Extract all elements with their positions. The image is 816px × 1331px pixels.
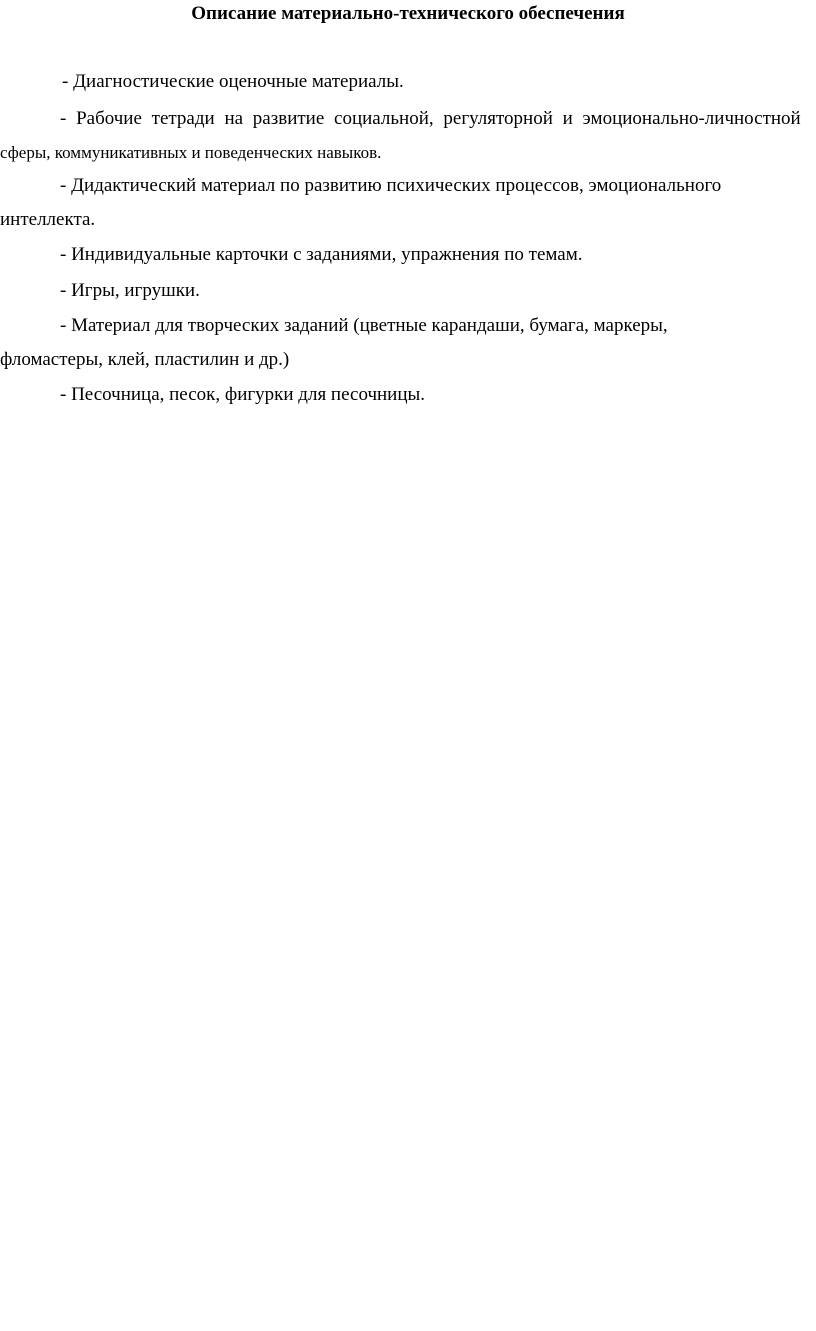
list-item-individual-cards: - Индивидуальные карточки с заданиями, упражнения по темам. [60, 244, 583, 265]
list-item-creative-material-line-1: - Материал для творческих заданий (цветные карандаши, бумага, маркеры, [60, 315, 668, 336]
list-item-didactic-material-line-1: - Дидактический материал по развитию психических процессов, эмоционального [60, 175, 722, 196]
list-item-creative-material-line-2: фломастеры, клей, пластилин и др.) [0, 349, 290, 370]
list-item-didactic-material-line-2: интеллекта. [0, 209, 96, 230]
list-item-diagnostic-materials: - Диагностические оценочные материалы. [62, 71, 404, 92]
list-item-workbooks-line-2: сферы, коммуникативных и поведенческих навыков. [0, 143, 382, 162]
list-item-games-toys: - Игры, игрушки. [60, 280, 200, 301]
document-title: Описание материально-технического обеспечения [191, 3, 625, 24]
list-item-sandbox: - Песочница, песок, фигурки для песочницы. [60, 384, 426, 405]
list-item-workbooks-line-1: - Рабочие тетради на развитие социальной, регуляторной и эмоционально-личностной [60, 108, 801, 129]
